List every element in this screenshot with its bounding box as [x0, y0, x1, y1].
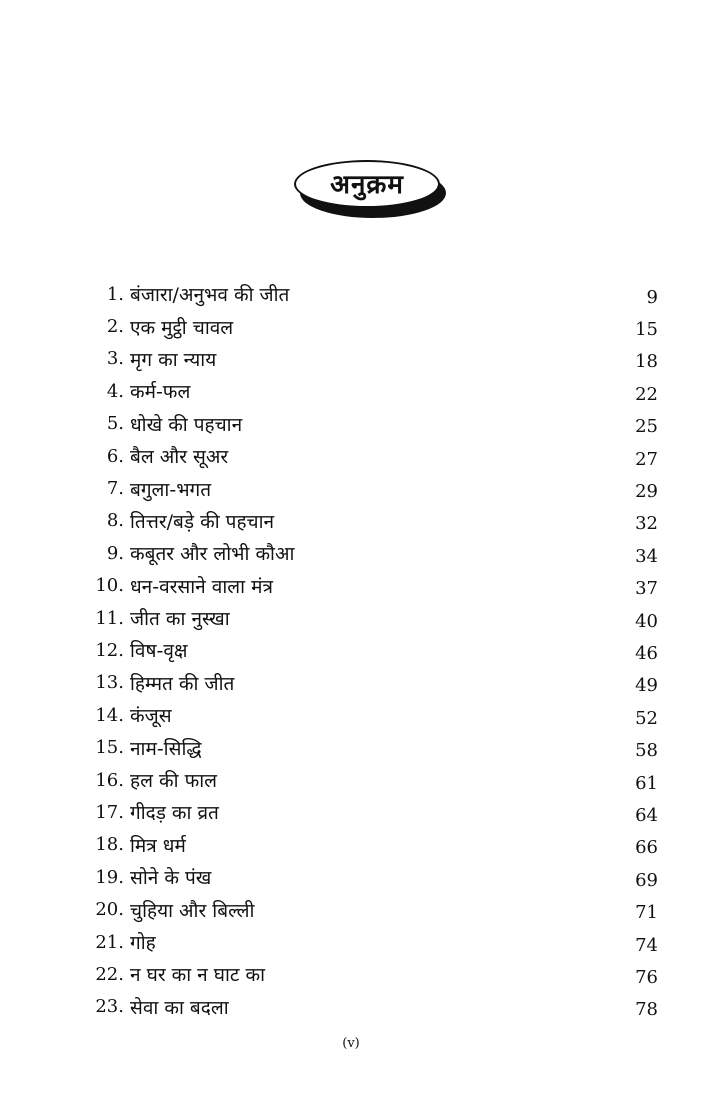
- entry-title: हल की फाल: [130, 770, 218, 793]
- entry-number: 4.: [106, 380, 124, 402]
- toc-entry: [84, 764, 658, 796]
- entry-number: 3.: [106, 348, 124, 370]
- entry-page-number: 34: [635, 545, 658, 567]
- toc-entry: [84, 926, 658, 958]
- toc-entry: [84, 699, 658, 731]
- toc-entry: [84, 893, 658, 925]
- entry-page-number: 61: [635, 772, 658, 794]
- toc-entry: [84, 958, 658, 990]
- entry-number: 18.: [95, 834, 124, 856]
- toc-entry: [84, 731, 658, 763]
- heading-badge: [290, 156, 450, 220]
- entry-number: 11.: [95, 607, 124, 629]
- entry-number: 9.: [106, 542, 124, 564]
- entry-number: 12.: [95, 639, 124, 661]
- toc-entry: [84, 861, 658, 893]
- toc-entry: [84, 278, 658, 310]
- entry-number: 6.: [106, 445, 124, 467]
- entry-page-number: 46: [635, 642, 658, 664]
- entry-title: मित्र धर्म: [130, 834, 186, 857]
- toc-entry: [84, 310, 658, 342]
- heading-oval: [294, 160, 440, 208]
- entry-number: 2.: [106, 316, 124, 338]
- entry-number: 17.: [95, 801, 124, 823]
- entry-page-number: 64: [635, 804, 658, 826]
- entry-title: बगुला-भगत: [130, 478, 212, 501]
- toc-entry: [84, 991, 658, 1023]
- toc-entry: [84, 570, 658, 602]
- entry-number: 5.: [106, 413, 124, 435]
- entry-title: कबूतर और लोभी कौआ: [130, 543, 295, 566]
- entry-page-number: 18: [635, 351, 658, 373]
- entry-number: 16.: [95, 769, 124, 791]
- toc-entry: [84, 602, 658, 634]
- entry-number: 19.: [95, 866, 124, 888]
- toc-entry: [84, 634, 658, 666]
- entry-title: कर्म-फल: [130, 381, 191, 404]
- toc-entry: [84, 375, 658, 407]
- entry-page-number: 71: [635, 902, 658, 924]
- toc-entry: [84, 796, 658, 828]
- entry-page-number: 9: [646, 286, 658, 308]
- entry-number: 10.: [95, 575, 124, 597]
- entry-page-number: 27: [635, 448, 658, 470]
- entry-title: बैल और सूअर: [130, 446, 229, 469]
- entry-page-number: 29: [635, 481, 658, 503]
- entry-title: न घर का न घाट का: [130, 964, 266, 987]
- entry-page-number: 69: [635, 869, 658, 891]
- entry-title: बंजारा/अनुभव की जीत: [130, 284, 290, 307]
- entry-number: 21.: [95, 931, 124, 953]
- toc-entry: [84, 343, 658, 375]
- entry-page-number: 52: [635, 707, 658, 729]
- entry-title: धोखे की पहचान: [130, 413, 243, 436]
- entry-title: विष-वृक्ष: [130, 640, 188, 663]
- entry-title: सोने के पंख: [130, 867, 212, 890]
- entry-page-number: 58: [635, 740, 658, 762]
- page-title: अनुक्रम: [330, 170, 404, 200]
- entry-number: 22.: [95, 963, 124, 985]
- entry-page-number: 66: [635, 837, 658, 859]
- entry-number: 7.: [106, 478, 124, 500]
- entry-page-number: 22: [635, 383, 658, 405]
- entry-title: जीत का नुस्खा: [130, 608, 230, 631]
- entry-page-number: 40: [635, 610, 658, 632]
- entry-number: 23.: [95, 996, 124, 1018]
- toc-entry: [84, 472, 658, 504]
- entry-number: 14.: [95, 704, 124, 726]
- table-of-contents: [84, 278, 658, 1023]
- entry-title: मृग का न्याय: [130, 348, 217, 371]
- entry-title: हिम्मत की जीत: [130, 672, 235, 695]
- entry-page-number: 78: [635, 999, 658, 1021]
- entry-page-number: 32: [635, 513, 658, 535]
- toc-entry: [84, 440, 658, 472]
- entry-page-number: 49: [635, 675, 658, 697]
- toc-entry: [84, 537, 658, 569]
- entry-title: चुहिया और बिल्ली: [130, 899, 255, 922]
- entry-page-number: 25: [635, 416, 658, 438]
- entry-page-number: 15: [635, 319, 658, 341]
- entry-page-number: 37: [635, 578, 658, 600]
- entry-number: 1.: [106, 283, 124, 305]
- toc-entry: [84, 408, 658, 440]
- entry-number: 20.: [95, 899, 124, 921]
- entry-number: 13.: [95, 672, 124, 694]
- entry-title: नाम-सिद्धि: [130, 737, 202, 760]
- toc-entry: [84, 829, 658, 861]
- entry-number: 15.: [95, 737, 124, 759]
- entry-number: 8.: [106, 510, 124, 532]
- toc-entry: [84, 667, 658, 699]
- entry-title: एक मुट्ठी चावल: [130, 316, 234, 339]
- entry-page-number: 76: [635, 966, 658, 988]
- page-footer-number: (v): [342, 1036, 360, 1051]
- entry-title: कंजूस: [130, 705, 172, 728]
- entry-title: धन-वरसाने वाला मंत्र: [130, 575, 273, 598]
- entry-title: सेवा का बदला: [130, 996, 229, 1019]
- toc-entry: [84, 505, 658, 537]
- entry-page-number: 74: [635, 934, 658, 956]
- entry-title: तित्तर/बड़े की पहचान: [130, 510, 275, 533]
- entry-title: गीदड़ का व्रत: [130, 802, 219, 825]
- entry-title: गोह: [130, 932, 156, 954]
